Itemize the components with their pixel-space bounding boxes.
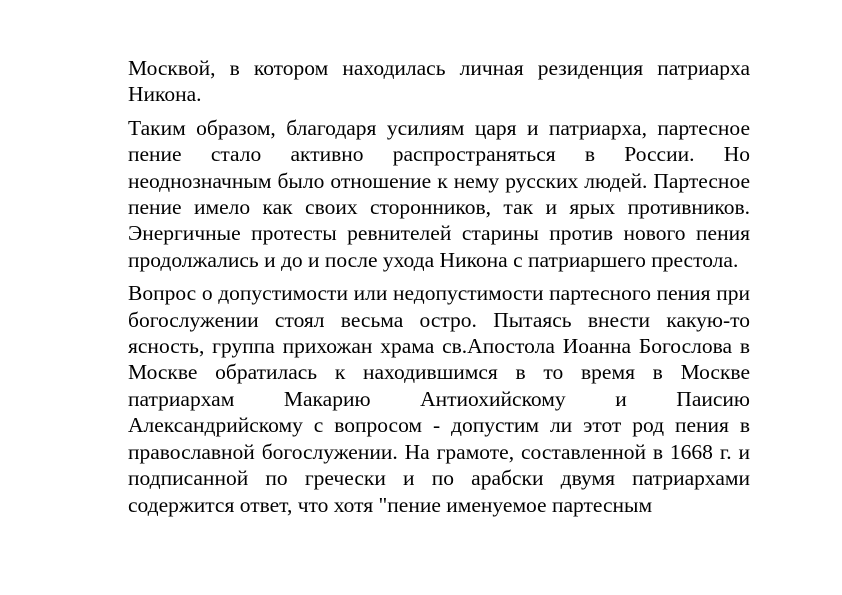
document-text [128,55,750,525]
paragraph-1: Москвой, в котором находилась личная резиденция патриарха Никона. [128,56,750,107]
paragraph-2: Таким образом, благодаря усилиям царя и патриарха, партесное пение стало активно распространяться в России. Но неоднозначным было отношение к нему русских людей. Партесное пение имело как своих сторонников, так и ярых противников. Энергичные протесты ревнителей старины против нового пения продолжались и до и после ухода Никона с патриаршего престола. [128,115,750,272]
paragraph-3: Вопрос о допустимости или недопустимости партесного пения при богослужении стоял весьма остро. Пытаясь внести какую-то ясность, группа прихожан храма св.Апостола Иоанна Богослова в Москве обратилась к находившимся в то время в Москве патриархам Макарию Антиохийскому и Паисию Александрийскому с вопросом - допустим ли этот род пения в православной богослужении. На грамоте, составленной в 1668 г. и подписанной по гречески и по арабски двумя патриархами содержится ответ, что хотя "пение именуемое партесным [128,281,750,517]
